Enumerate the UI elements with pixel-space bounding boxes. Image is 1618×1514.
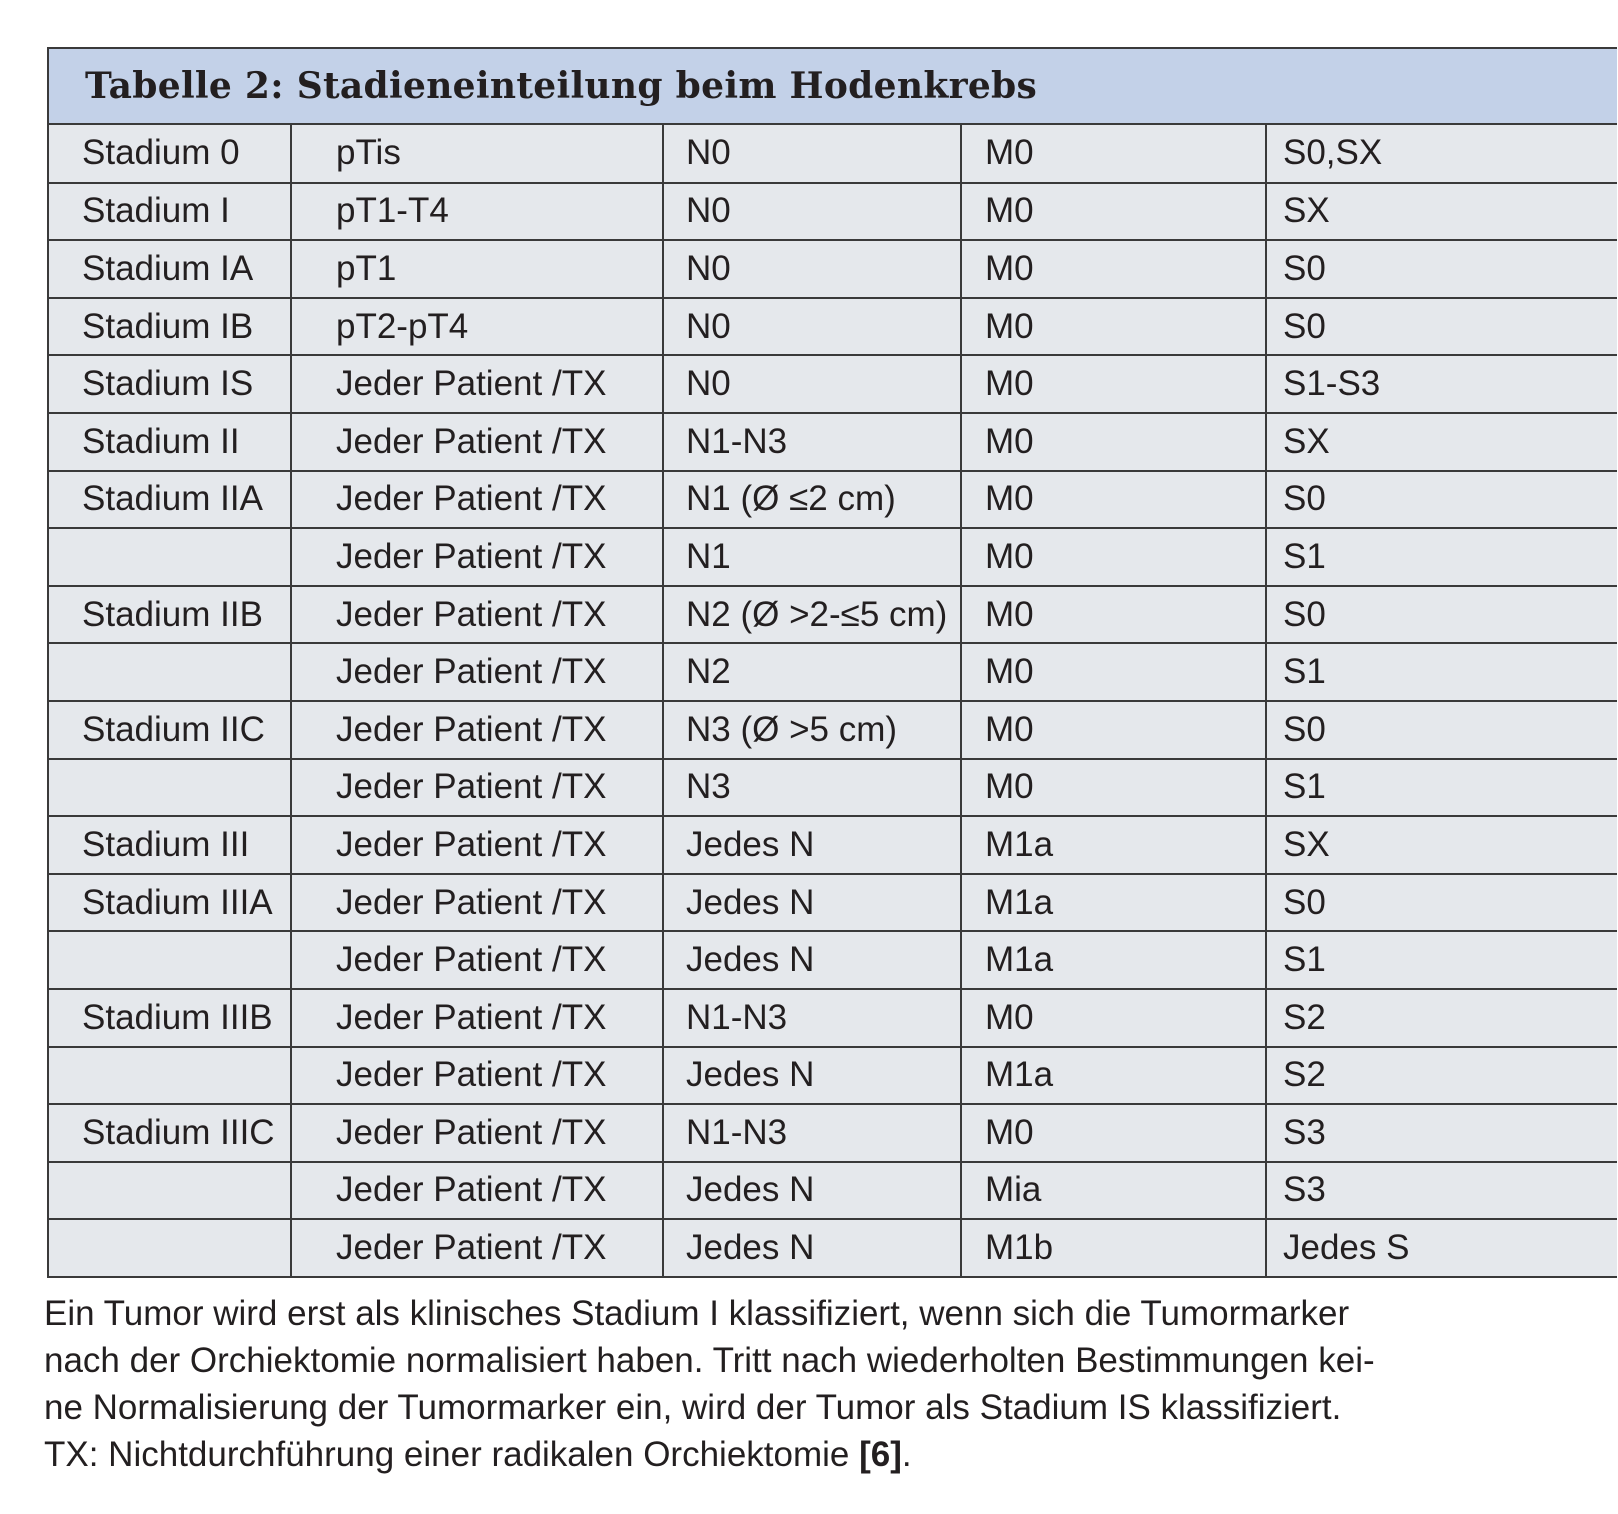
m-cell: M0 [961, 759, 1266, 817]
stage-cell: Stadium IIC [49, 701, 291, 759]
table-row [49, 1047, 1617, 1105]
s-cell: S0 [1266, 298, 1617, 356]
n-cell: N3 [663, 759, 961, 817]
reference-link[interactable]: [6] [859, 1435, 902, 1474]
m-cell: M1a [961, 931, 1266, 989]
m-cell: M0 [961, 701, 1266, 759]
t-cell: Jeder Patient /TX [291, 1047, 663, 1105]
t-cell: pT2-pT4 [291, 298, 663, 356]
n-cell: N2 (Ø >2-≤5 cm) [663, 586, 961, 644]
t-cell: Jeder Patient /TX [291, 1162, 663, 1220]
table-row [49, 1104, 1617, 1162]
table-row [49, 931, 1617, 989]
n-cell: Jedes N [663, 816, 961, 874]
stage-cell [49, 643, 291, 701]
footnote-line: Ein Tumor wird erst als klinisches Stadium I klassifiziert, wenn sich die Tumormarker [44, 1294, 1350, 1333]
stage-cell: Stadium IB [49, 298, 291, 356]
s-cell: S1 [1266, 643, 1617, 701]
n-cell: N0 [663, 298, 961, 356]
n-cell: N2 [663, 643, 961, 701]
stage-cell: Stadium III [49, 816, 291, 874]
n-cell: N1-N3 [663, 989, 961, 1047]
table-row [49, 874, 1617, 932]
table-row [49, 1162, 1617, 1220]
table-row [49, 413, 1617, 471]
table-row [49, 298, 1617, 356]
n-cell: Jedes N [663, 874, 961, 932]
s-cell: S1 [1266, 759, 1617, 817]
s-cell: S3 [1266, 1162, 1617, 1220]
s-cell: S0 [1266, 240, 1617, 298]
n-cell: Jedes N [663, 1047, 961, 1105]
footnote-period: . [901, 1435, 912, 1474]
footnote-line [44, 1431, 1604, 1478]
t-cell: pT1-T4 [291, 183, 663, 241]
stage-cell: Stadium I [49, 183, 291, 241]
t-cell: Jeder Patient /TX [291, 355, 663, 413]
s-cell: SX [1266, 816, 1617, 874]
table-row [49, 125, 1617, 183]
n-cell: N0 [663, 240, 961, 298]
table-row [49, 989, 1617, 1047]
n-cell: N1-N3 [663, 1104, 961, 1162]
t-cell: Jeder Patient /TX [291, 816, 663, 874]
t-cell: pTis [291, 125, 663, 183]
n-cell: N1 [663, 528, 961, 586]
n-cell: N3 (Ø >5 cm) [663, 701, 961, 759]
m-cell: M0 [961, 298, 1266, 356]
m-cell: Mia [961, 1162, 1266, 1220]
m-cell: M0 [961, 240, 1266, 298]
staging-table-grid [49, 125, 1617, 1278]
footnote-line: ne Normalisierung der Tumormarker ein, wird der Tumor als Stadium IS klassifiziert. [44, 1388, 1342, 1427]
stage-cell: Stadium II [49, 413, 291, 471]
t-cell: pT1 [291, 240, 663, 298]
n-cell: N1-N3 [663, 413, 961, 471]
table-row [49, 528, 1617, 586]
stage-cell [49, 759, 291, 817]
t-cell: Jeder Patient /TX [291, 931, 663, 989]
table-title: Tabelle 2: Stadieneinteilung beim Hodenkrebs [49, 49, 1617, 125]
stage-cell [49, 931, 291, 989]
table-row [49, 759, 1617, 817]
table-row [49, 816, 1617, 874]
stage-cell: Stadium IIA [49, 471, 291, 529]
stage-cell: Stadium IIIA [49, 874, 291, 932]
table-row [49, 471, 1617, 529]
t-cell: Jeder Patient /TX [291, 874, 663, 932]
table-footnote [44, 1290, 1604, 1478]
m-cell: M0 [961, 125, 1266, 183]
s-cell: S1 [1266, 931, 1617, 989]
n-cell: N0 [663, 125, 961, 183]
s-cell: S2 [1266, 1047, 1617, 1105]
s-cell: S0,SX [1266, 125, 1617, 183]
s-cell: S1 [1266, 528, 1617, 586]
s-cell: S0 [1266, 471, 1617, 529]
s-cell: Jedes S [1266, 1219, 1617, 1277]
t-cell: Jeder Patient /TX [291, 1219, 663, 1277]
m-cell: M0 [961, 989, 1266, 1047]
s-cell: S3 [1266, 1104, 1617, 1162]
table-row [49, 183, 1617, 241]
t-cell: Jeder Patient /TX [291, 1104, 663, 1162]
footnote-line: nach der Orchiektomie normalisiert haben. Tritt nach wiederholten Bestimmungen kei- [44, 1341, 1375, 1380]
t-cell: Jeder Patient /TX [291, 759, 663, 817]
s-cell: S0 [1266, 586, 1617, 644]
stage-cell: Stadium IIIC [49, 1104, 291, 1162]
s-cell: SX [1266, 413, 1617, 471]
stage-cell: Stadium IS [49, 355, 291, 413]
s-cell: S0 [1266, 874, 1617, 932]
table-body [49, 125, 1617, 1277]
t-cell: Jeder Patient /TX [291, 528, 663, 586]
staging-table [47, 47, 1617, 1278]
t-cell: Jeder Patient /TX [291, 643, 663, 701]
s-cell: S1-S3 [1266, 355, 1617, 413]
stage-cell: Stadium IA [49, 240, 291, 298]
table-row [49, 1219, 1617, 1277]
n-cell: N1 (Ø ≤2 cm) [663, 471, 961, 529]
table-row [49, 240, 1617, 298]
s-cell: SX [1266, 183, 1617, 241]
t-cell: Jeder Patient /TX [291, 413, 663, 471]
m-cell: M0 [961, 183, 1266, 241]
stage-cell [49, 1162, 291, 1220]
m-cell: M1a [961, 874, 1266, 932]
m-cell: M0 [961, 471, 1266, 529]
s-cell: S0 [1266, 701, 1617, 759]
m-cell: M0 [961, 355, 1266, 413]
m-cell: M0 [961, 528, 1266, 586]
m-cell: M0 [961, 413, 1266, 471]
t-cell: Jeder Patient /TX [291, 989, 663, 1047]
n-cell: Jedes N [663, 1162, 961, 1220]
footnote-text: TX: Nichtdurchführung einer radikalen Orchiektomie [44, 1435, 860, 1474]
m-cell: M0 [961, 643, 1266, 701]
n-cell: N0 [663, 355, 961, 413]
t-cell: Jeder Patient /TX [291, 586, 663, 644]
t-cell: Jeder Patient /TX [291, 471, 663, 529]
table-row [49, 355, 1617, 413]
m-cell: M0 [961, 586, 1266, 644]
table-row [49, 586, 1617, 644]
n-cell: N0 [663, 183, 961, 241]
m-cell: M1a [961, 1047, 1266, 1105]
m-cell: M0 [961, 1104, 1266, 1162]
table-row [49, 701, 1617, 759]
n-cell: Jedes N [663, 1219, 961, 1277]
stage-cell [49, 528, 291, 586]
n-cell: Jedes N [663, 931, 961, 989]
stage-cell: Stadium 0 [49, 125, 291, 183]
stage-cell [49, 1047, 291, 1105]
s-cell: S2 [1266, 989, 1617, 1047]
m-cell: M1b [961, 1219, 1266, 1277]
t-cell: Jeder Patient /TX [291, 701, 663, 759]
m-cell: M1a [961, 816, 1266, 874]
stage-cell: Stadium IIB [49, 586, 291, 644]
stage-cell [49, 1219, 291, 1277]
table-row [49, 643, 1617, 701]
stage-cell: Stadium IIIB [49, 989, 291, 1047]
